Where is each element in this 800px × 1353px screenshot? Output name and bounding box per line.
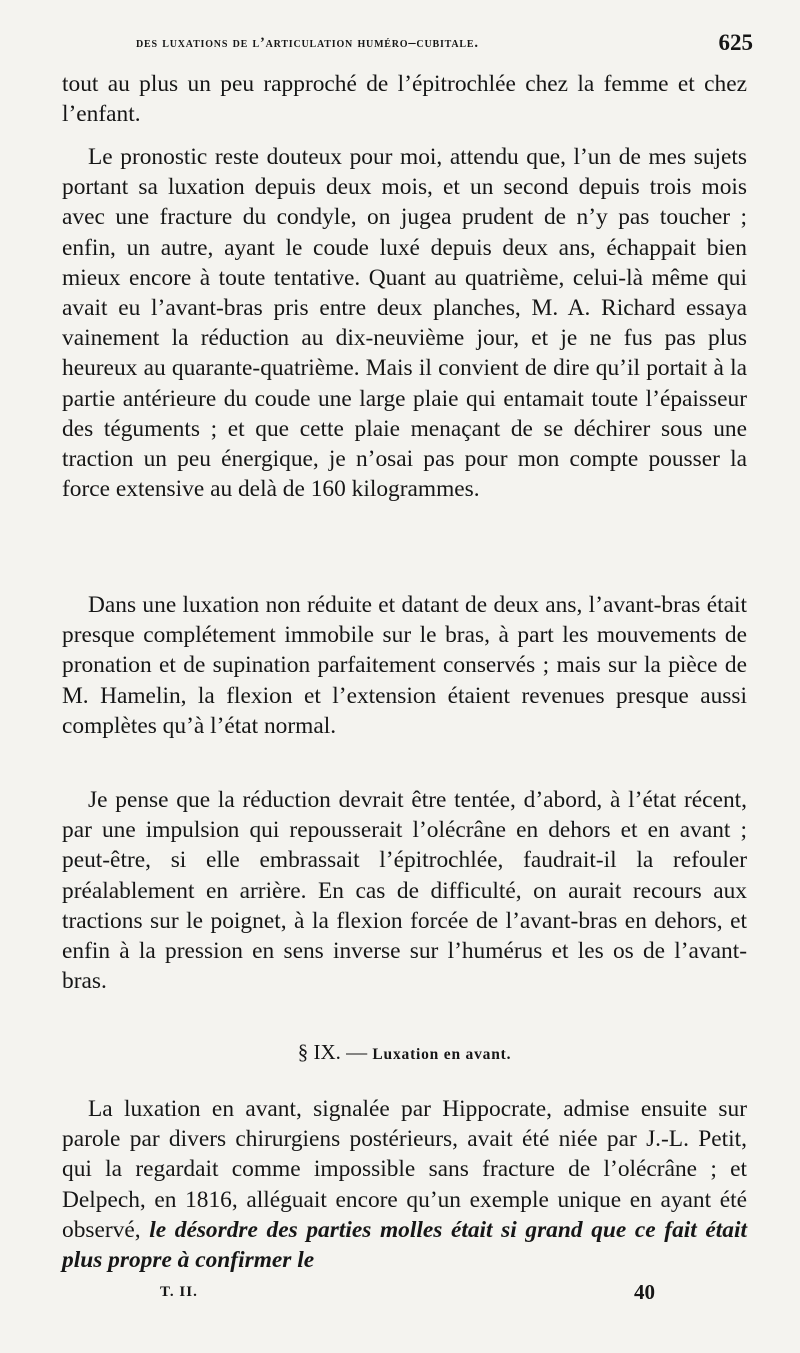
- section-heading: [62, 1040, 747, 1065]
- running-title: des luxations de l’articulation huméro–cubitale.: [136, 35, 479, 51]
- section-number: § IX.: [297, 1040, 341, 1064]
- volume-signature: T. II.: [160, 1284, 198, 1300]
- paragraph-text: La luxation en avant, signalée par Hippocrate, admise ensuite sur parole par divers chirurgiens postérieurs, avait été niée par J.-L. Petit, qui la regardait comme impossible sans fracture de l’olécrâne ; et Delpech, en 1816, alléguait encore qu’un exemple unique en ayant été observé,: [62, 1096, 747, 1243]
- section-dash: —: [346, 1040, 368, 1064]
- running-head: [62, 30, 753, 57]
- page-number: 625: [718, 30, 753, 55]
- paragraph-reduction-method: Je pense que la réduction devrait être tentée, d’abord, à l’état récent, par une impulsion qui repousserait l’olécrâne en dehors et en avant ; peut-être, si elle embrassait l’épitrochlée, faudrait-il la refouler préalablement en arrière. En cas de difficulté, on aurait recours aux tractions sur le poignet, à la flexion forcée de l’avant-bras en dehors, et enfin à la pression en sens inverse sur l’humérus et les os de l’avant-bras.: [62, 787, 747, 995]
- paragraph-continuation: tout au plus un peu rapproché de l’épitrochlée chez la femme et chez l’enfant.: [62, 71, 747, 128]
- book-page: [62, 0, 753, 1353]
- section-title: Luxation en avant.: [372, 1046, 512, 1063]
- sheet-folio: 40: [634, 1280, 655, 1304]
- paragraph-unreduced-luxation: Dans une luxation non réduite et datant de deux ans, l’avant-bras était presque complétement immobile sur le bras, à part les mouvements de pronation et de supination parfaitement conservés ; mais sur la pièce de M. Hamelin, la flexion et l’extension étaient revenues presque aussi complètes qu’à l’état normal.: [62, 592, 747, 739]
- italic-quote: le désordre des parties molles était si grand que ce fait était plus propre à confirmer le: [62, 1216, 747, 1274]
- page-footer: [62, 1282, 747, 1306]
- paragraph-prognosis: Le pronostic reste douteux pour moi, attendu que, l’un de mes sujets portant sa luxation depuis deux mois, et un second depuis trois mois avec une fracture du condyle, on jugea prudent de n’y pas toucher ; enfin, un autre, ayant le coude luxé depuis deux ans, échappait bien mieux encore à toute tentative. Quant au quatrième, celui-là même qui avait eu l’avant-bras pris entre deux planches, M. A. Richard essaya vainement la réduction au dix-neuvième jour, et je ne fus pas plus heureux au quarante-quatrième. Mais il convient de dire qu’il portait à la partie antérieure du coude une large plaie qui entamait toute l’épaisseur des téguments ; et que cette plaie menaçant de se déchirer sous une traction un peu énergique, je n’osai pas pour mon compte pousser la force extensive au delà de 160 kilogrammes.: [62, 144, 747, 503]
- paragraph-anterior-luxation: [62, 1094, 747, 1275]
